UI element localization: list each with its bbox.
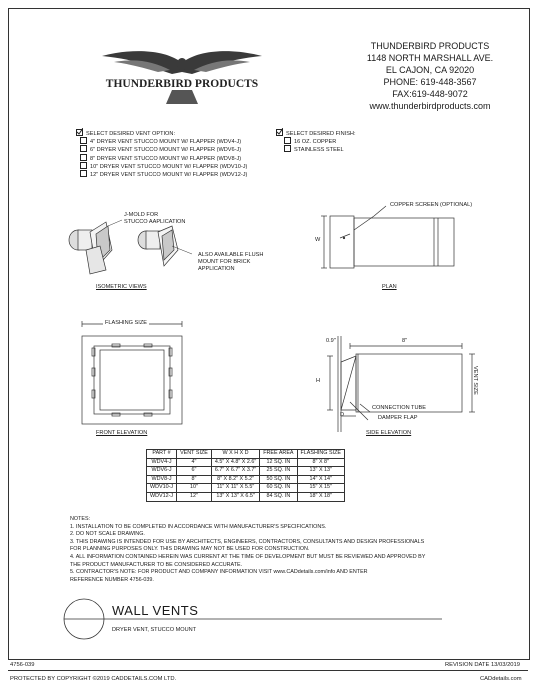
table-cell: WDV6-J [147,467,177,476]
table-cell: 8" X 8.2" X 5.2" [211,475,259,484]
drawing-title: WALL VENTS [112,603,199,618]
table-cell: 18" X 18" [297,492,344,501]
vent-option-list [76,130,247,179]
table-cell: WDV4-J [147,458,177,467]
thunderbird-logo-icon [92,44,272,110]
finish-option-checkbox[interactable] [284,145,291,152]
vent-option-checkbox[interactable] [80,162,87,169]
vent-option-label: 12" DRYER VENT STUCCO MOUNT W/ FLAPPER (WDV12-J) [90,171,248,178]
note-line: 3. THIS DRAWING IS INTENDED FOR USE BY ARCHITECTS, ENGINEERS, CONTRACTORS, CONSULTANTS AND DESIGN PROFESSIONALS [70,538,425,545]
finish-option-checkbox[interactable] [284,137,291,144]
vent-option-checkbox[interactable] [80,170,87,177]
spec-table [146,449,345,502]
side-dim-vent: VENT SIZE [472,366,478,395]
footer-divider [8,670,528,671]
note-line: 5. CONTRACTOR'S NOTE: FOR PRODUCT AND COMPANY INFORMATION VISIT www.CADdetails.com/info AND ENTER [70,569,368,576]
side-dim-8: 8" [402,338,408,344]
company-address2: EL CAJON, CA 92020 [385,65,475,75]
front-elevation-drawing [78,318,188,428]
company-website[interactable]: www.thunderbirdproducts.com [369,101,491,111]
table-cell: 8" X 8" [297,458,344,467]
finish-heading-checkbox[interactable] [276,129,283,136]
note-line: FOR PLANNING PURPOSES ONLY. THIS DRAWING MAY NOT BE USED FOR CONSTRUCTION. [70,546,310,553]
company-address1: 1148 NORTH MARSHALL AVE. [366,53,494,63]
copyright-text: PROTECTED BY COPYRIGHT ©2019 CADDETAILS.COM LTD. [10,676,177,682]
table-header: FREE AREA [260,450,297,459]
plan-drawing [300,200,480,280]
iso-callout-flush: ALSO AVAILABLE FLUSH [198,252,264,258]
side-dim-h: H [316,378,321,384]
vent-option-checkbox[interactable] [80,154,87,161]
reference-number: 4756-039 [10,662,35,668]
table-cell: 13" X 13" [297,467,344,476]
table-row [147,467,345,476]
side-callout-tube: CONNECTION TUBE [372,405,426,411]
plan-label: PLAN [382,284,397,290]
table-cell: 6" [177,467,212,476]
isometric-views-label: ISOMETRIC VIEWS [96,284,147,290]
iso-callout-jmold: J-MOLD FOR [124,212,159,218]
table-header: W X H X D [211,450,259,459]
note-line: 4. ALL INFORMATION CONTAINED HEREIN WAS CURRENT AT THE TIME OF DEVELOPMENT BUT MUST BE REVIEWED AND APPROVED BY [70,553,426,560]
table-header: FLASHING SIZE [297,450,344,459]
table-cell: 12 SQ. IN [260,458,297,467]
table-cell: WDV10-J [147,484,177,493]
table-cell: 6.7" X 6.7" X 3.7" [211,467,259,476]
table-cell: 12" [177,492,212,501]
iso-callout-application: APPLICATION [198,266,235,272]
table-cell: 10" [177,484,212,493]
vent-option-checkbox[interactable] [80,145,87,152]
side-dim-09: 0.9" [326,338,336,344]
notes-block [70,516,510,584]
finish-option-label: STAINLESS STEEL [294,147,344,154]
vent-option-label: 10" DRYER VENT STUCCO MOUNT W/ FLAPPER (WDV10-J) [90,163,248,170]
table-cell: WDV12-J [147,492,177,501]
vent-option-label: 8" DRYER VENT STUCCO MOUNT W/ FLAPPER (WDV8-J) [90,155,242,162]
note-line: 1. INSTALLATION TO BE COMPLETED IN ACCORDANCE WITH MANUFACTURER'S SPECIFICATIONS. [70,523,327,530]
side-dim-d: D [340,412,345,418]
revision-date: REVISION DATE 13/03/2019 [445,662,520,668]
finish-option-list [276,130,356,155]
side-elevation-drawing [300,332,490,437]
side-callout-flap: DAMPER FLAP [378,415,418,421]
vent-option-label: 4" DRYER VENT STUCCO MOUNT W/ FLAPPER (WDV4-J) [90,139,242,146]
table-cell: 11" X 11" X 5.5" [211,484,259,493]
company-phone: PHONE: 619-448-3567 [383,77,477,87]
table-header: VENT SIZE [177,450,212,459]
company-name: THUNDERBIRD PRODUCTS [370,41,490,51]
finish-option-heading: SELECT DESIRED FINISH: [286,131,356,137]
drawing-subtitle: DRYER VENT, STUCCO MOUNT [112,627,197,633]
table-cell: 15" X 15" [297,484,344,493]
front-elevation-label: FRONT ELEVATION [96,430,148,436]
table-cell: 13" X 13" X 6.5" [211,492,259,501]
note-line: REFERENCE NUMBER 4756-039. [70,576,154,583]
vent-option-heading: SELECT DESIRED VENT OPTION: [86,131,176,137]
table-row [147,475,345,484]
table-cell: 84 SQ. IN [260,492,297,501]
table-cell: WDV8-J [147,475,177,484]
iso-callout-brick: MOUNT FOR BRICK [198,259,251,265]
vent-option-label: 6" DRYER VENT STUCCO MOUNT W/ FLAPPER (WDV6-J) [90,147,242,154]
table-cell: 8" [177,475,212,484]
table-cell: 4" [177,458,212,467]
table-cell: 25 SQ. IN [260,467,297,476]
plan-dim-w: W [315,237,321,243]
side-elevation-label: SIDE ELEVATION [366,430,412,436]
table-row [147,492,345,501]
finish-option-label: 16 OZ. COPPER [294,139,337,146]
table-header-row [147,450,345,459]
front-dim-flashing: FLASHING SIZE [105,320,147,326]
notes-heading: NOTES: [70,516,91,522]
logo-text: THUNDERBIRD PRODUCTS [105,78,259,90]
iso-callout-stucco: STUCCO AAPLICATION [124,219,186,225]
table-row [147,484,345,493]
company-fax: FAX:619-448-9072 [392,89,468,99]
table-header: PART # [147,450,177,459]
company-info [330,40,530,112]
table-row [147,458,345,467]
table-cell: 4.5" X 4.8" X 2.6" [211,458,259,467]
table-cell: 60 SQ. IN [260,484,297,493]
note-line: THE PRODUCT MANUFACTURER TO BE CONSIDERED ACCURATE. [70,561,243,568]
table-cell: 14" X 14" [297,475,344,484]
table-cell: 50 SQ. IN [260,475,297,484]
plan-callout-screen: COPPER SCREEN (OPTIONAL) [390,202,473,208]
note-line: 2. DO NOT SCALE DRAWING. [70,531,145,538]
vent-option-checkbox[interactable] [80,137,87,144]
caddetails-brand[interactable]: CADdetails.com [480,676,522,682]
vent-heading-checkbox[interactable] [76,129,83,136]
